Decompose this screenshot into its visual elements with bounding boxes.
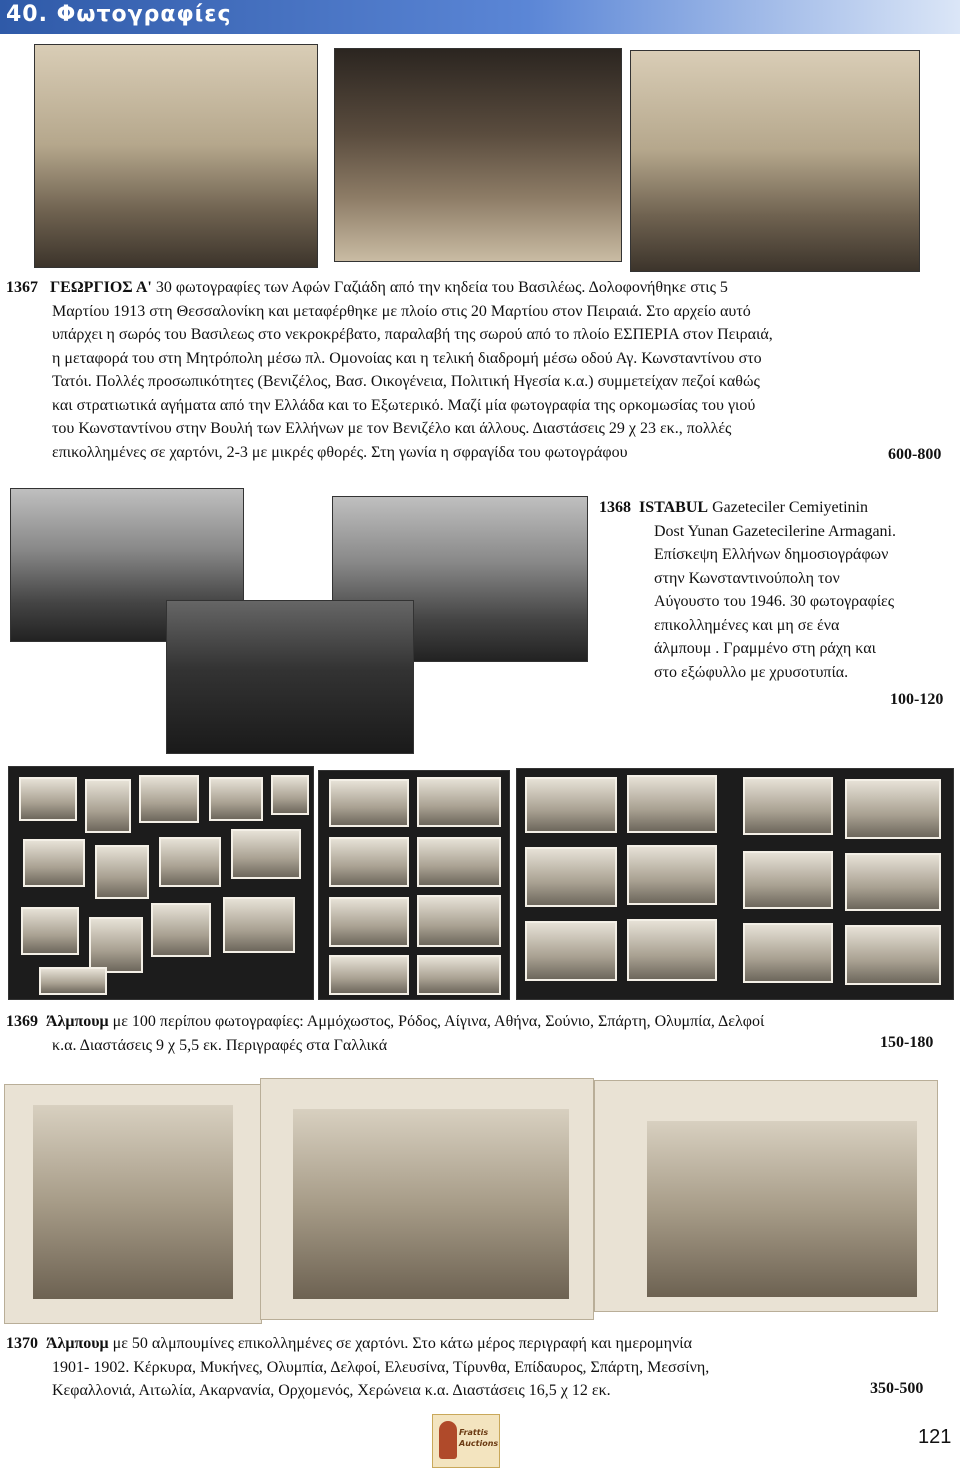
lot-text-line: Επίσκεψη Ελλήνων δημοσιογράφων bbox=[654, 546, 889, 563]
photo-album-page-right bbox=[516, 768, 954, 1000]
lot-number: 1369 bbox=[6, 1013, 38, 1030]
logo-text: Frattis Auctions bbox=[459, 1428, 499, 1448]
lot-text-line: υπάρχει η σωρός του Βασιλεως στο νεκροκρέβατο, παραλαβή της σωρού από το πλοίο ΕΣΠΕΡΙΑ στον Πειραιά, bbox=[52, 326, 773, 343]
photo-album-page-middle bbox=[318, 770, 510, 1000]
lot-text-line: η μεταφορά του στη Μητρόπολη μέσω πλ. Ομονοίας και η τελική διαδρομή μέσω οδού Αγ. Κωνσταντίνου στο bbox=[52, 349, 762, 367]
lot-number: 1367 bbox=[6, 279, 38, 296]
lot-text-line: στην Κωνσταντινούπολη τον bbox=[654, 569, 840, 587]
lot-text-line: Dost Yunan Gazetecilerine Armagani. bbox=[654, 522, 896, 540]
lot-text-line: Gazeteciler Cemiyetinin bbox=[708, 499, 868, 516]
lot-text-line: του Κωνσταντίνου στην Βουλή των Ελλήνων με τον Βενιζέλο και άλλους. Διαστάσεις 29 χ 23 εκ., πολλές bbox=[52, 420, 732, 437]
lot-text-line: με 50 αλμπουμίνες επικολλημένες σε χαρτόνι. Στο κάτω μέρος περιγραφή και ημερομηνία bbox=[108, 1335, 692, 1352]
lot-title: Άλμπουμ bbox=[46, 1335, 109, 1352]
photo-banquet-flags bbox=[166, 600, 414, 754]
lot-text-line: επικολλημένες και μη σε ένα bbox=[654, 616, 840, 634]
lot-1367 bbox=[6, 276, 956, 464]
lot-text-line: και στρατιωτικά αγήματα από την Ελλάδα και το Εξωτερικό. Μαζί μία φωτογραφία της ορκομωσίας του γιού bbox=[52, 396, 756, 414]
lot-text-line: Αύγουστο του 1946. 30 φωτογραφίες bbox=[654, 593, 895, 610]
photo-mounted-gate bbox=[4, 1084, 262, 1324]
photo-mounted-theatre bbox=[260, 1078, 594, 1320]
lot-title: ISTABUL bbox=[639, 499, 709, 516]
lot-1368 bbox=[599, 496, 959, 684]
photo-lying-in-state bbox=[334, 48, 622, 262]
photo-cathedral-procession bbox=[34, 44, 318, 268]
lot-price: 150-180 bbox=[880, 1034, 934, 1051]
section-header bbox=[0, 0, 960, 34]
lot-text-line: Κεφαλλονιά, Αιτωλία, Ακαρνανία, Ορχομενός, Χερώνεια κ.α. Διαστάσεις 16,5 χ 12 εκ. bbox=[52, 1382, 611, 1399]
lot-title: Άλμπουμ bbox=[46, 1013, 109, 1030]
lot-price: 350-500 bbox=[870, 1380, 924, 1397]
page-number: 121 bbox=[918, 1426, 952, 1448]
lot-number: 1370 bbox=[6, 1335, 38, 1352]
lot-text-line: άλμπουμ . Γραμμένο στη ράχη και bbox=[654, 640, 876, 657]
photo-street-crowd bbox=[630, 50, 920, 272]
lot-text-line: 30 φωτογραφίες των Αφών Γαζιάδη από την κηδεία του Βασιλέως. Δολοφονήθηκε στις 5 bbox=[151, 279, 728, 296]
lot-text-line: στο εξώφυλλο με χρυσοτυπία. bbox=[654, 663, 849, 681]
lot-1369 bbox=[6, 1010, 956, 1057]
photo-mounted-landscape bbox=[594, 1080, 938, 1312]
auction-logo bbox=[432, 1414, 500, 1468]
lot-text-line: κ.α. Διαστάσεις 9 χ 5,5 εκ. Περιγραφές στα Γαλλικά bbox=[52, 1036, 388, 1054]
lot-price: 600-800 bbox=[888, 446, 942, 463]
lot-text-line: 1901- 1902. Κέρκυρα, Μυκήνες, Ολυμπία, Δελφοί, Ελευσίνα, Τίρυνθα, Επίδαυρος, Σπάρτη, Μεσσίνη, bbox=[52, 1358, 710, 1376]
lot-text-line: Τατόι. Πολλές προσωπικότητες (Βενιζέλος, Βασ. Οικογένεια, Πολιτική Ηγεσία κ.α.) συμμετείχαν πεζοί καθώς bbox=[52, 373, 760, 390]
lot-number: 1368 bbox=[599, 499, 631, 516]
lot-text-line: επικολλημένες σε χαρτόνι, 2-3 με μικρές φθορές. Στη γωνία η σφραγίδα του φωτογράφου bbox=[52, 443, 628, 461]
lot-price: 100-120 bbox=[890, 691, 944, 708]
section-title: 40. Φωτογραφίες bbox=[6, 2, 232, 27]
logo-figure-icon bbox=[439, 1421, 457, 1459]
lot-1370 bbox=[6, 1332, 956, 1403]
lot-title: ΓΕΩΡΓΙΟΣ Α' bbox=[50, 279, 152, 296]
lot-text-line: Μαρτίου 1913 στη Θεσσαλονίκη και μεταφέρθηκε με πλοίο στις 20 Μαρτίου στον Πειραιά. Στο αρχείο αυτό bbox=[52, 302, 751, 320]
lot-text-line: με 100 περίπου φωτογραφίες: Αμμόχωστος, Ρόδος, Αίγινα, Αθήνα, Σούνιο, Σπάρτη, Ολυμπία, Δελφοί bbox=[108, 1013, 765, 1030]
photo-album-page-left bbox=[8, 766, 314, 1000]
